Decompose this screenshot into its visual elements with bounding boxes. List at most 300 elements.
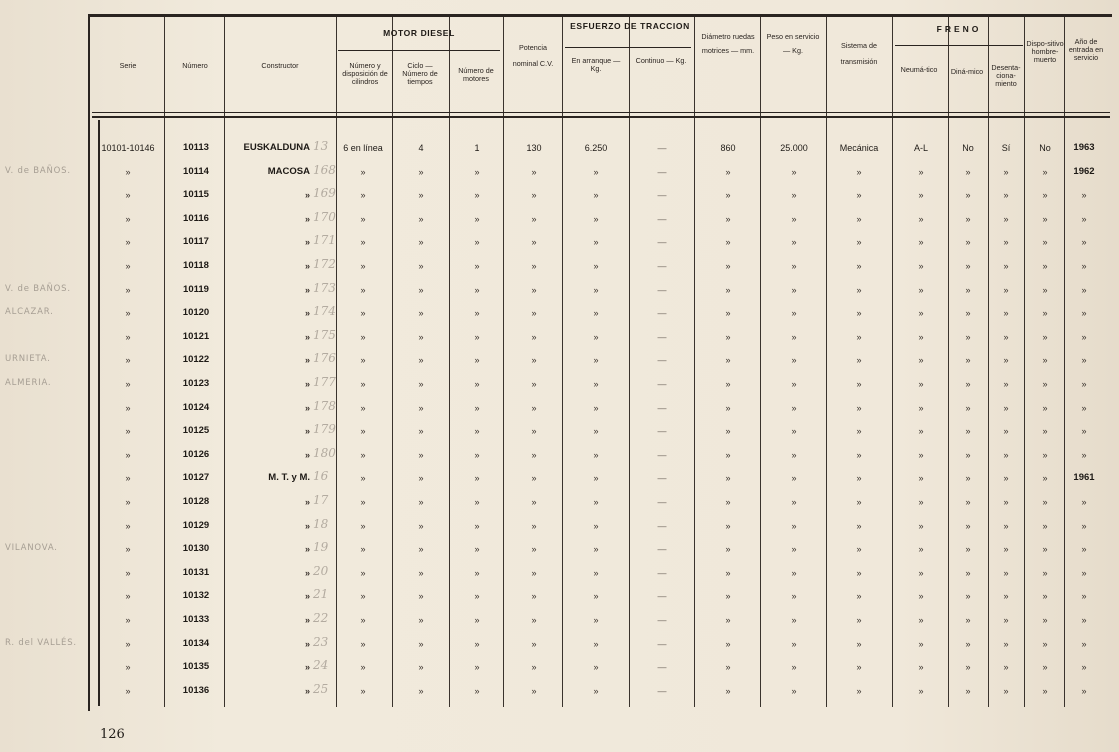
cell-desenta: » [1003,497,1009,507]
cell-ciclo: » [418,379,424,389]
cell-peso: » [791,615,797,625]
cell-desenta: » [1003,379,1009,389]
handwritten-annotation: 168 [313,162,336,177]
cell-peso: » [791,497,797,507]
column-rule [164,17,165,707]
cell-desenta: » [1003,190,1009,201]
cell-arranque: » [593,567,599,578]
cell-cil: » [360,662,366,673]
cell-cil: » [360,638,366,649]
cell-diametro: » [725,426,731,437]
cell-neum: » [918,638,924,649]
cell-ciclo: » [418,591,424,602]
cell-arranque: » [593,355,599,366]
cell-ciclo: » [418,615,424,625]
cell-serie: » [125,638,131,649]
column-rule [224,17,225,707]
cell-motores: » [474,426,480,437]
cell-constructor: » [304,284,310,295]
cell-anio: » [1081,638,1087,649]
group-rule-motor [338,50,500,51]
cell-cil: » [360,473,366,484]
cell-serie: » [125,237,131,248]
cell-disp: » [1042,426,1048,437]
header-ciclo: Ciclo — Número de tiempos [402,61,438,87]
cell-potencia: » [531,567,537,578]
cell-diametro: » [725,331,731,342]
handwritten-annotation: 177 [313,375,336,389]
cell-numero: 10127 [182,472,210,484]
cell-disp: » [1042,190,1048,201]
cell-anio: » [1081,662,1087,673]
cell-anio: » [1081,567,1087,578]
cell-arranque: » [593,402,599,413]
handwritten-annotation: 176 [313,351,336,366]
cell-neum: » [918,190,924,201]
cell-diametro: » [725,261,731,271]
cell-arranque: » [593,166,599,177]
cell-ciclo: » [418,213,424,224]
cell-sistema: » [856,308,862,319]
cell-ciclo: » [418,473,424,484]
cell-diametro: » [725,497,731,507]
cell-diametro: » [725,237,731,248]
handwritten-annotation: 24 [313,658,329,673]
cell-numero: 10134 [182,637,210,649]
cell-constructor: » [304,497,310,507]
cell-constructor: » [304,308,310,319]
cell-constructor: » [304,544,310,555]
cell-din: » [965,520,971,531]
cell-serie: » [125,331,131,342]
cell-anio: » [1081,520,1087,531]
cell-desenta: » [1003,355,1009,366]
cell-neum: » [918,331,924,342]
cell-continuo: — [657,638,667,649]
cell-disp: » [1042,473,1048,484]
cell-continuo: — [657,426,667,437]
cell-arranque: » [593,497,599,507]
cell-arranque: 6.250 [584,143,608,153]
cell-diametro: » [725,355,731,366]
cell-desenta: » [1003,567,1009,578]
cell-anio: 1961 [1073,472,1095,484]
handwritten-annotation: 173 [313,280,336,295]
cell-ciclo: » [418,355,424,366]
cell-continuo: — [657,261,667,271]
cell-desenta: » [1003,685,1009,696]
cell-diametro: » [725,213,731,224]
handwritten-annotation: 179 [313,422,336,437]
cell-din: » [965,190,971,201]
header-peso: Peso en servicio — Kg. [766,32,820,55]
cell-continuo: — [657,331,667,342]
cell-diametro: » [725,308,731,319]
handwritten-annotation: 172 [313,257,336,271]
cell-potencia: » [531,638,537,649]
margin-note: ALCAZAR. [5,307,54,318]
cell-constructor: » [304,426,310,437]
header-motor-diesel: MOTOR DIESEL [383,28,455,38]
cell-din: » [965,449,971,460]
cell-serie: 10101-10146 [101,143,155,153]
cell-disp: » [1042,615,1048,625]
cell-diametro: » [725,544,731,555]
cell-constructor: » [304,213,310,224]
cell-anio: » [1081,213,1087,224]
cell-anio: » [1081,402,1087,413]
cell-cil: » [360,190,366,201]
cell-arranque: » [593,237,599,248]
cell-motores: » [474,237,480,248]
cell-potencia: » [531,402,537,413]
cell-serie: » [125,591,131,602]
handwritten-annotation: 22 [313,611,329,625]
cell-anio: 1962 [1073,165,1095,177]
cell-numero: 10113 [183,142,209,153]
cell-din: » [965,284,971,295]
cell-motores: » [474,379,480,389]
cell-sistema: » [856,544,862,555]
cell-cil: 6 en línea [343,143,383,153]
cell-sistema: » [856,615,862,625]
cell-neum: » [918,261,924,271]
cell-din: » [965,662,971,673]
cell-constructor: » [304,402,310,413]
cell-motores: » [474,284,480,295]
cell-continuo: — [657,237,667,248]
cell-anio: » [1081,544,1087,555]
cell-sistema: » [856,449,862,460]
cell-serie: » [125,166,131,177]
cell-continuo: — [657,615,667,625]
cell-continuo: — [657,143,667,153]
column-rule [562,17,563,707]
header-potencia: Potencia nominal C.V. [512,43,554,68]
cell-potencia: » [531,308,537,319]
cell-anio: » [1081,355,1087,366]
cell-motores: » [474,166,480,177]
cell-din: » [965,261,971,271]
cell-ciclo: » [418,402,424,413]
cell-ciclo: » [418,190,424,201]
cell-cil: » [360,520,366,531]
cell-motores: » [474,402,480,413]
handwritten-annotation: 174 [313,304,336,319]
cell-disp: No [1039,143,1051,153]
cell-sistema: » [856,355,862,366]
cell-desenta: » [1003,544,1009,555]
cell-numero: 10121 [182,330,210,342]
cell-constructor: » [304,591,310,602]
cell-numero: 10128 [182,496,210,507]
cell-arranque: » [593,261,599,271]
cell-motores: 1 [474,143,480,153]
cell-peso: 25.000 [780,143,808,153]
cell-neum: » [918,591,924,602]
cell-din: » [965,308,971,319]
cell-din: » [965,213,971,224]
margin-note: ALMERIA. [5,378,52,388]
cell-serie: » [125,213,131,224]
header-numero: Número [182,61,208,70]
header-freno: FRENO [936,24,982,34]
cell-diametro: » [725,567,731,578]
cell-sistema: » [856,685,862,696]
handwritten-annotation: 178 [313,398,336,413]
cell-continuo: — [657,520,667,531]
cell-constructor: » [304,190,310,201]
header-dinamico: Diná-mico [950,67,984,76]
cell-cil: » [360,237,366,248]
cell-potencia: » [531,166,537,177]
cell-serie: » [125,473,131,484]
cell-din: » [965,379,971,389]
cell-arranque: » [593,284,599,295]
header-neumatico: Neumá-tico [900,65,938,74]
cell-potencia: » [531,237,537,248]
cell-cil: » [360,426,366,437]
header-constructor: Constructor [261,61,299,70]
cell-serie: » [125,449,131,460]
cell-continuo: — [657,213,667,224]
cell-serie: » [125,544,131,555]
cell-constructor: » [304,520,310,531]
cell-din: » [965,473,971,484]
cell-disp: » [1042,261,1048,271]
cell-diametro: » [725,662,731,673]
cell-continuo: — [657,355,667,366]
cell-neum: » [918,449,924,460]
cell-motores: » [474,591,480,602]
handwritten-annotation: 169 [313,186,336,201]
cell-cil: » [360,685,366,696]
cell-continuo: — [657,190,667,201]
cell-serie: » [125,379,131,389]
cell-motores: » [474,449,480,460]
cell-disp: » [1042,591,1048,602]
cell-motores: » [474,685,480,696]
cell-motores: » [474,615,480,625]
cell-serie: » [125,497,131,507]
cell-peso: » [791,166,797,177]
cell-serie: » [125,615,131,625]
cell-din: » [965,638,971,649]
cell-peso: » [791,449,797,460]
cell-serie: » [125,426,131,437]
cell-neum: » [918,473,924,484]
cell-constructor: EUSKALDUNA [243,142,310,153]
cell-continuo: — [657,379,667,389]
cell-numero: 10135 [182,661,210,673]
cell-anio: » [1081,426,1087,437]
cell-peso: » [791,567,797,578]
cell-motores: » [474,331,480,342]
cell-continuo: — [657,308,667,319]
cell-neum: A-L [913,143,928,153]
header-num-motores: Número de motores [458,66,494,84]
cell-arranque: » [593,449,599,460]
cell-potencia: » [531,261,537,271]
cell-peso: » [791,638,797,649]
cell-peso: » [791,237,797,248]
margin-note: URNIETA. [5,354,51,365]
cell-peso: » [791,544,797,555]
cell-arranque: » [593,615,599,625]
cell-sistema: » [856,520,862,531]
column-rule [826,17,827,707]
cell-disp: » [1042,237,1048,248]
cell-numero: 10131 [182,566,210,578]
handwritten-annotation: 13 [313,139,329,153]
cell-potencia: » [531,379,537,389]
handwritten-annotation: 20 [313,563,329,578]
cell-ciclo: » [418,567,424,578]
cell-ciclo: » [418,261,424,271]
cell-disp: » [1042,308,1048,319]
cell-continuo: — [657,284,667,295]
cell-anio: » [1081,261,1087,271]
cell-anio: 1963 [1073,142,1095,153]
cell-sistema: » [856,284,862,295]
margin-note: V. de BAÑOS. [5,165,71,176]
cell-potencia: » [531,426,537,437]
handwritten-annotation: 18 [313,516,329,531]
cell-din: » [965,567,971,578]
cell-diametro: » [725,379,731,389]
cell-motores: » [474,520,480,531]
cell-numero: 10118 [183,260,209,271]
cell-din: » [965,544,971,555]
handwritten-annotation: 19 [313,540,329,555]
cell-ciclo: » [418,308,424,319]
cell-sistema: » [856,213,862,224]
cell-disp: » [1042,449,1048,460]
cell-disp: » [1042,379,1048,389]
cell-sistema: » [856,662,862,673]
cell-desenta: » [1003,331,1009,342]
cell-numero: 10117 [183,236,209,248]
cell-arranque: » [593,190,599,201]
header-dispositivo: Dispo-sitivo hombre-muerto [1026,39,1064,65]
cell-motores: » [474,638,480,649]
cell-desenta: » [1003,237,1009,248]
cell-neum: » [918,355,924,366]
cell-sistema: » [856,473,862,484]
cell-cil: » [360,615,366,625]
cell-cil: » [360,402,366,413]
group-rule-esfuerzo [565,47,691,48]
cell-diametro: » [725,284,731,295]
margin-note: V. de BAÑOS. [5,283,71,294]
handwritten-annotation: 25 [313,681,329,696]
cell-ciclo: » [418,166,424,177]
cell-constructor: » [304,615,310,625]
cell-disp: » [1042,520,1048,531]
cell-disp: » [1042,497,1048,507]
cell-desenta: » [1003,213,1009,224]
cell-disp: » [1042,662,1048,673]
cell-anio: » [1081,190,1087,201]
cell-constructor: M. T. y M. [268,472,310,484]
cell-constructor: » [304,237,310,248]
handwritten-annotation: 180 [313,445,336,460]
cell-numero: 10122 [182,354,210,366]
cell-motores: » [474,567,480,578]
margin-note: VILANOVA. [5,543,58,554]
cell-sistema: » [856,638,862,649]
handwritten-annotation: 23 [313,634,329,649]
cell-disp: » [1042,638,1048,649]
cell-motores: » [474,308,480,319]
cell-arranque: » [593,685,599,696]
cell-numero: 10125 [182,425,210,437]
cell-continuo: — [657,591,667,602]
cell-serie: » [125,284,131,295]
cell-ciclo: » [418,284,424,295]
cell-arranque: » [593,331,599,342]
cell-continuo: — [657,544,667,555]
cell-peso: » [791,261,797,271]
handwritten-annotation: 17 [313,493,329,507]
cell-serie: » [125,402,131,413]
cell-constructor: » [304,355,310,366]
cell-desenta: » [1003,166,1009,177]
cell-motores: » [474,473,480,484]
cell-ciclo: » [418,331,424,342]
cell-neum: » [918,166,924,177]
cell-arranque: » [593,662,599,673]
cell-peso: » [791,355,797,366]
cell-serie: » [125,520,131,531]
cell-ciclo: » [418,544,424,555]
cell-constructor: MACOSA [267,165,310,177]
cell-arranque: » [593,473,599,484]
header-continuo: Continuo — Kg. [635,56,687,65]
cell-serie: » [125,355,131,366]
cell-din: No [962,143,974,153]
cell-sistema: » [856,261,862,271]
cell-serie: » [125,567,131,578]
handwritten-annotation: 170 [313,209,336,224]
cell-sistema: » [856,331,862,342]
cell-neum: » [918,284,924,295]
cell-cil: » [360,261,366,271]
cell-diametro: » [725,520,731,531]
handwritten-annotation: 21 [313,587,329,602]
cell-anio: » [1081,449,1087,460]
cell-sistema: » [856,402,862,413]
cell-constructor: » [304,567,310,578]
cell-motores: » [474,355,480,366]
cell-neum: » [918,402,924,413]
cell-diametro: » [725,638,731,649]
cell-desenta: » [1003,284,1009,295]
cell-motores: » [474,497,480,507]
cell-desenta: » [1003,473,1009,484]
cell-potencia: » [531,449,537,460]
cell-potencia: » [531,355,537,366]
header-sistema: Sistema de transmisión [840,41,878,66]
cell-peso: » [791,591,797,602]
cell-desenta: » [1003,426,1009,437]
group-rule-freno [895,45,1023,46]
cell-ciclo: » [418,638,424,649]
cell-numero: 10120 [182,307,210,319]
cell-numero: 10115 [183,189,209,201]
cell-sistema: » [856,497,862,507]
cell-motores: » [474,190,480,201]
